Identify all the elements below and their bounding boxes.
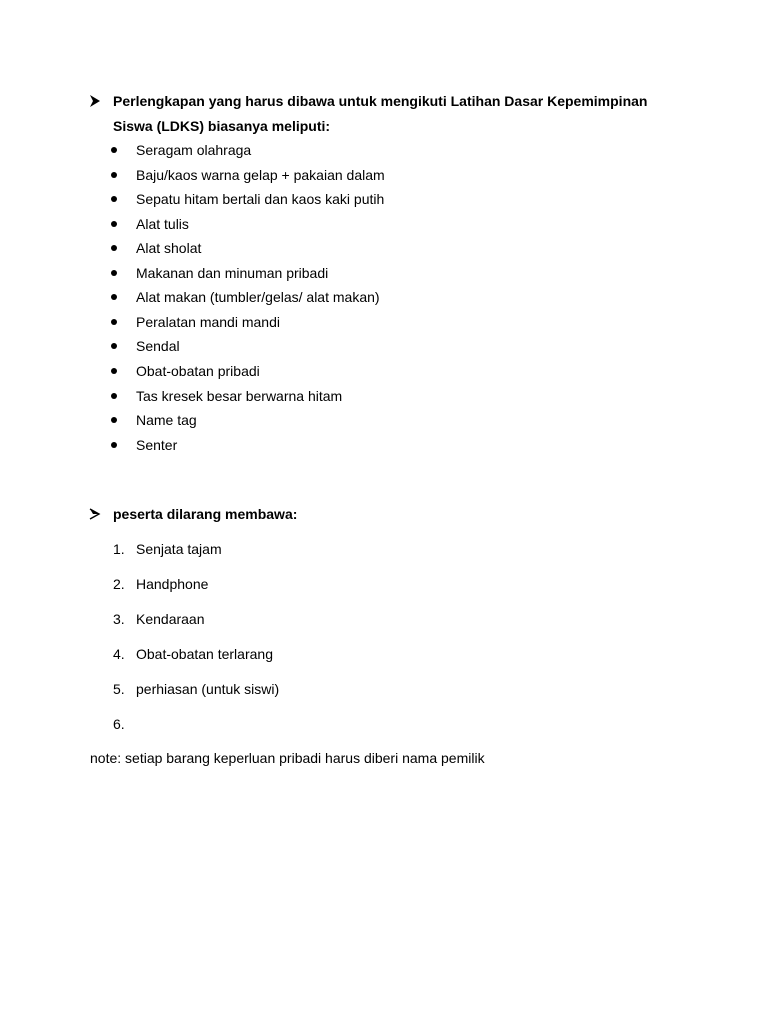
list-item-number: 2. — [113, 575, 125, 592]
list-item-text: Alat tulis — [136, 215, 189, 232]
list-item-text: Kendaraan — [136, 610, 205, 627]
bullet-dot-icon — [111, 368, 117, 374]
bullet-dot-icon — [111, 221, 117, 227]
section1-heading-line1: Perlengkapan yang harus dibawa untuk mengikuti Latihan Dasar Kepemimpinan — [113, 93, 648, 109]
bullet-dot-icon — [111, 442, 117, 448]
list-item-text: Alat sholat — [136, 240, 202, 257]
section2-heading: peserta dilarang membawa: — [113, 506, 298, 522]
bullet-dot-icon — [111, 172, 117, 178]
list-item-text: Sepatu hitam bertali dan kaos kaki putih — [136, 191, 385, 208]
list-item-text: Makanan dan minuman pribadi — [136, 264, 329, 281]
list-item-number: 4. — [113, 645, 125, 662]
list-item-text: Sendal — [136, 338, 180, 355]
list-item-text: Name tag — [136, 412, 197, 429]
list-item-number: 6. — [113, 715, 125, 732]
arrow-bullet-icon — [89, 95, 101, 107]
list-item-number: 5. — [113, 680, 125, 697]
list-item-text: Senter — [136, 436, 178, 453]
list-item-number: 1. — [113, 541, 125, 557]
bullet-dot-icon — [111, 270, 117, 276]
list-item-number: 3. — [113, 610, 125, 627]
list-item-text: Alat makan (tumbler/gelas/ alat makan) — [136, 289, 380, 306]
bullet-dot-icon — [111, 417, 117, 423]
bullet-dot-icon — [111, 343, 117, 349]
section1-heading-line2: Siswa (LDKS) biasanya meliputi: — [113, 118, 331, 134]
note-text: note: setiap barang keperluan pribadi harus diberi nama pemilik — [90, 750, 485, 766]
list-item-text: perhiasan (untuk siswi) — [136, 680, 280, 697]
arrow-bullet-icon — [89, 508, 101, 520]
list-item-text: Baju/kaos warna gelap + pakaian dalam — [136, 166, 385, 183]
list-item-text: Handphone — [136, 575, 209, 592]
bullet-dot-icon — [111, 294, 117, 300]
list-item-text: Seragam olahraga — [136, 142, 252, 158]
bullet-dot-icon — [111, 245, 117, 251]
list-item-text: Peralatan mandi mandi — [136, 313, 280, 330]
bullet-dot-icon — [111, 319, 117, 325]
list-item-text: Obat-obatan terlarang — [136, 645, 273, 662]
list-item-text: Senjata tajam — [136, 541, 222, 557]
bullet-dot-icon — [111, 147, 117, 153]
bullet-dot-icon — [111, 196, 117, 202]
bullet-dot-icon — [111, 393, 117, 399]
list-item-text: Obat-obatan pribadi — [136, 362, 260, 379]
list-item-text: Tas kresek besar berwarna hitam — [136, 387, 343, 404]
